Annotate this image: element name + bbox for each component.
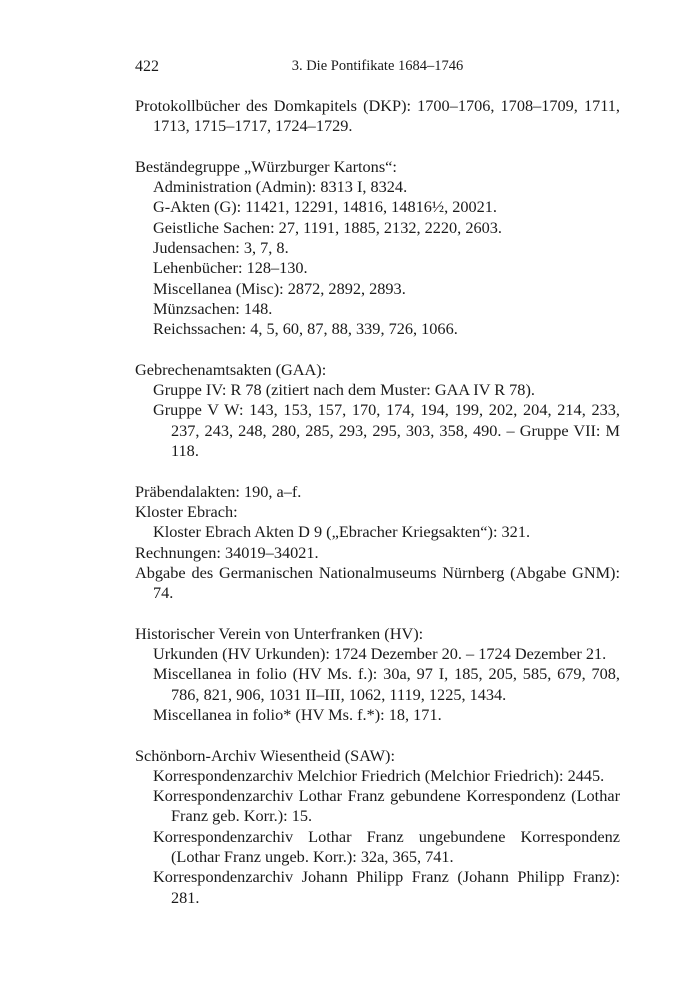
- archive-listing: [135, 96, 620, 928]
- section-heading-entry: Präbendalakten: 190, a–f.: [135, 481, 302, 501]
- archive-section: [135, 360, 620, 461]
- page-header: [135, 58, 620, 82]
- section-heading-entry: Historischer Verein von Unterfranken (HV):: [135, 623, 424, 643]
- sub-entry: Korrespondenzarchiv Melchior Friedrich (Melchior Friedrich): 2445.: [153, 765, 605, 785]
- archive-section: [135, 746, 620, 908]
- archive-section: [135, 96, 620, 137]
- sub-entry: Korrespondenzarchiv Johann Philipp Franz (Johann Philipp Franz): 281.: [153, 867, 620, 907]
- archive-section: [135, 157, 620, 340]
- section-heading-entry: Protokollbücher des Domkapitels (DKP): 1700–1706, 1708–1709, 1711, 1713, 1715–1717, 1724–1729.: [135, 96, 620, 136]
- section-heading-entry: Abgabe des Germanischen Nationalmuseums Nürnberg (Abgabe GNM): 74.: [135, 562, 620, 603]
- section-heading-entry: Beständegruppe „Würzburger Kartons“:: [135, 156, 397, 176]
- sub-entry: Gruppe V W: 143, 153, 157, 170, 174, 194, 199, 202, 204, 214, 233, 237, 243, 248, 280, 285, 293, 295, 303, 358, 490. – Gruppe VII: M 118.: [153, 400, 620, 461]
- sub-entry: Reichssachen: 4, 5, 60, 87, 88, 339, 726, 1066.: [153, 319, 458, 339]
- sub-entry: Kloster Ebrach Akten D 9 („Ebracher Kriegsakten“): 321.: [153, 522, 531, 542]
- sub-entry: Administration (Admin): 8313 I, 8324.: [153, 177, 408, 197]
- sub-entry: Korrespondenzarchiv Lothar Franz gebundene Korrespondenz (Lothar Franz geb. Korr.): 15.: [153, 786, 620, 826]
- sub-entry: Lehenbücher: 128–130.: [153, 258, 308, 278]
- sub-entry: Miscellanea in folio (HV Ms. f.): 30a, 97 I, 185, 205, 585, 679, 708, 786, 821, 906, 1031 II–III, 1062, 1119, 1225, 1434.: [153, 664, 620, 704]
- sub-entry: G-Akten (G): 11421, 12291, 14816, 14816½, 20021.: [153, 197, 497, 217]
- section-heading-entry: Rechnungen: 34019–34021.: [135, 542, 319, 562]
- sub-entry: Miscellanea (Misc): 2872, 2892, 2893.: [153, 278, 406, 298]
- sub-entry: Urkunden (HV Urkunden): 1724 Dezember 20. – 1724 Dezember 21.: [153, 644, 607, 664]
- page-number: 422: [135, 58, 159, 75]
- sub-entry: Korrespondenzarchiv Lothar Franz ungebundene Korrespondenz (Lothar Franz ungeb. Korr.): 32a, 365, 741.: [153, 826, 620, 866]
- sub-entry: Münzsachen: 148.: [153, 298, 273, 318]
- sub-entry: Geistliche Sachen: 27, 1191, 1885, 2132, 2220, 2603.: [153, 217, 502, 237]
- section-heading-entry: Schönborn-Archiv Wiesentheid (SAW):: [135, 745, 395, 765]
- sub-entry: Miscellanea in folio* (HV Ms. f.*): 18, 171.: [153, 704, 442, 724]
- sub-entry: Gruppe IV: R 78 (zitiert nach dem Muster: GAA IV R 78).: [153, 380, 535, 400]
- sub-entry: Judensachen: 3, 7, 8.: [153, 238, 289, 258]
- archive-section: [135, 624, 620, 725]
- section-heading-entry: Gebrechenamtsakten (GAA):: [135, 359, 327, 379]
- archive-section: [135, 482, 620, 604]
- running-title: 3. Die Pontifikate 1684–1746: [291, 58, 464, 74]
- section-heading-entry: Kloster Ebrach:: [135, 501, 238, 521]
